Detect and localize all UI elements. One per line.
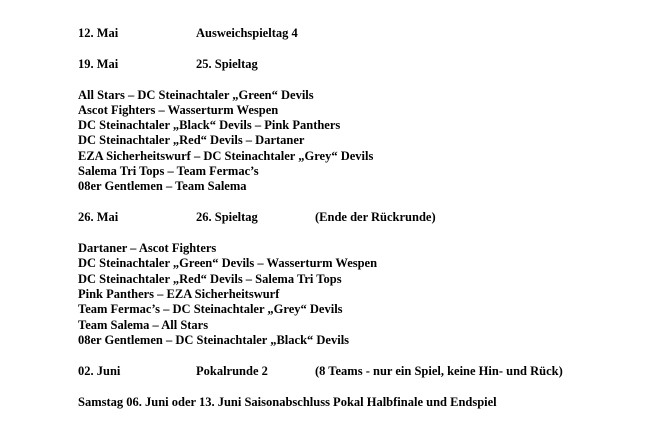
match-line: EZA Sicherheitswurf – DC Steinachtaler „Grey“ Devils <box>78 149 374 163</box>
note-pokal-info: (8 Teams - nur ein Spiel, keine Hin- und Rück) <box>315 364 563 378</box>
match-line: All Stars – DC Steinachtaler „Green“ Devils <box>78 88 314 102</box>
label-26-spieltag: 26. Spieltag <box>196 210 258 224</box>
match-line: Team Fermac’s – DC Steinachtaler „Grey“ Devils <box>78 302 343 316</box>
date-02-juni: 02. Juni <box>78 364 121 378</box>
match-line: DC Steinachtaler „Red“ Devils – Salema Tri Tops <box>78 272 342 286</box>
match-line: DC Steinachtaler „Red“ Devils – Dartaner <box>78 133 305 147</box>
match-line: 08er Gentlemen – DC Steinachtaler „Black“ Devils <box>78 333 350 347</box>
match-line: Ascot Fighters – Wasserturm Wespen <box>78 103 279 117</box>
label-25-spieltag: 25. Spieltag <box>196 57 258 71</box>
match-line: Salema Tri Tops – Team Fermac’s <box>78 164 259 178</box>
match-line: DC Steinachtaler „Green“ Devils – Wasserturm Wespen <box>78 256 378 270</box>
date-19-mai: 19. Mai <box>78 57 119 71</box>
match-line: Team Salema – All Stars <box>78 318 209 332</box>
label-pokalrunde-2: Pokalrunde 2 <box>196 364 268 378</box>
match-line: Pink Panthers – EZA Sicherheitswurf <box>78 287 280 301</box>
date-26-mai: 26. Mai <box>78 210 119 224</box>
date-12-mai: 12. Mai <box>78 26 119 40</box>
label-ausweichspieltag: Ausweichspieltag 4 <box>196 26 298 40</box>
note-ende-rueckrunde: (Ende der Rückrunde) <box>315 210 436 224</box>
final-line: Samstag 06. Juni oder 13. Juni Saisonabschluss Pokal Halbfinale und Endspiel <box>78 395 497 409</box>
match-line: Dartaner – Ascot Fighters <box>78 241 217 255</box>
match-line: DC Steinachtaler „Black“ Devils – Pink Panthers <box>78 118 341 132</box>
match-line: 08er Gentlemen – Team Salema <box>78 179 247 193</box>
